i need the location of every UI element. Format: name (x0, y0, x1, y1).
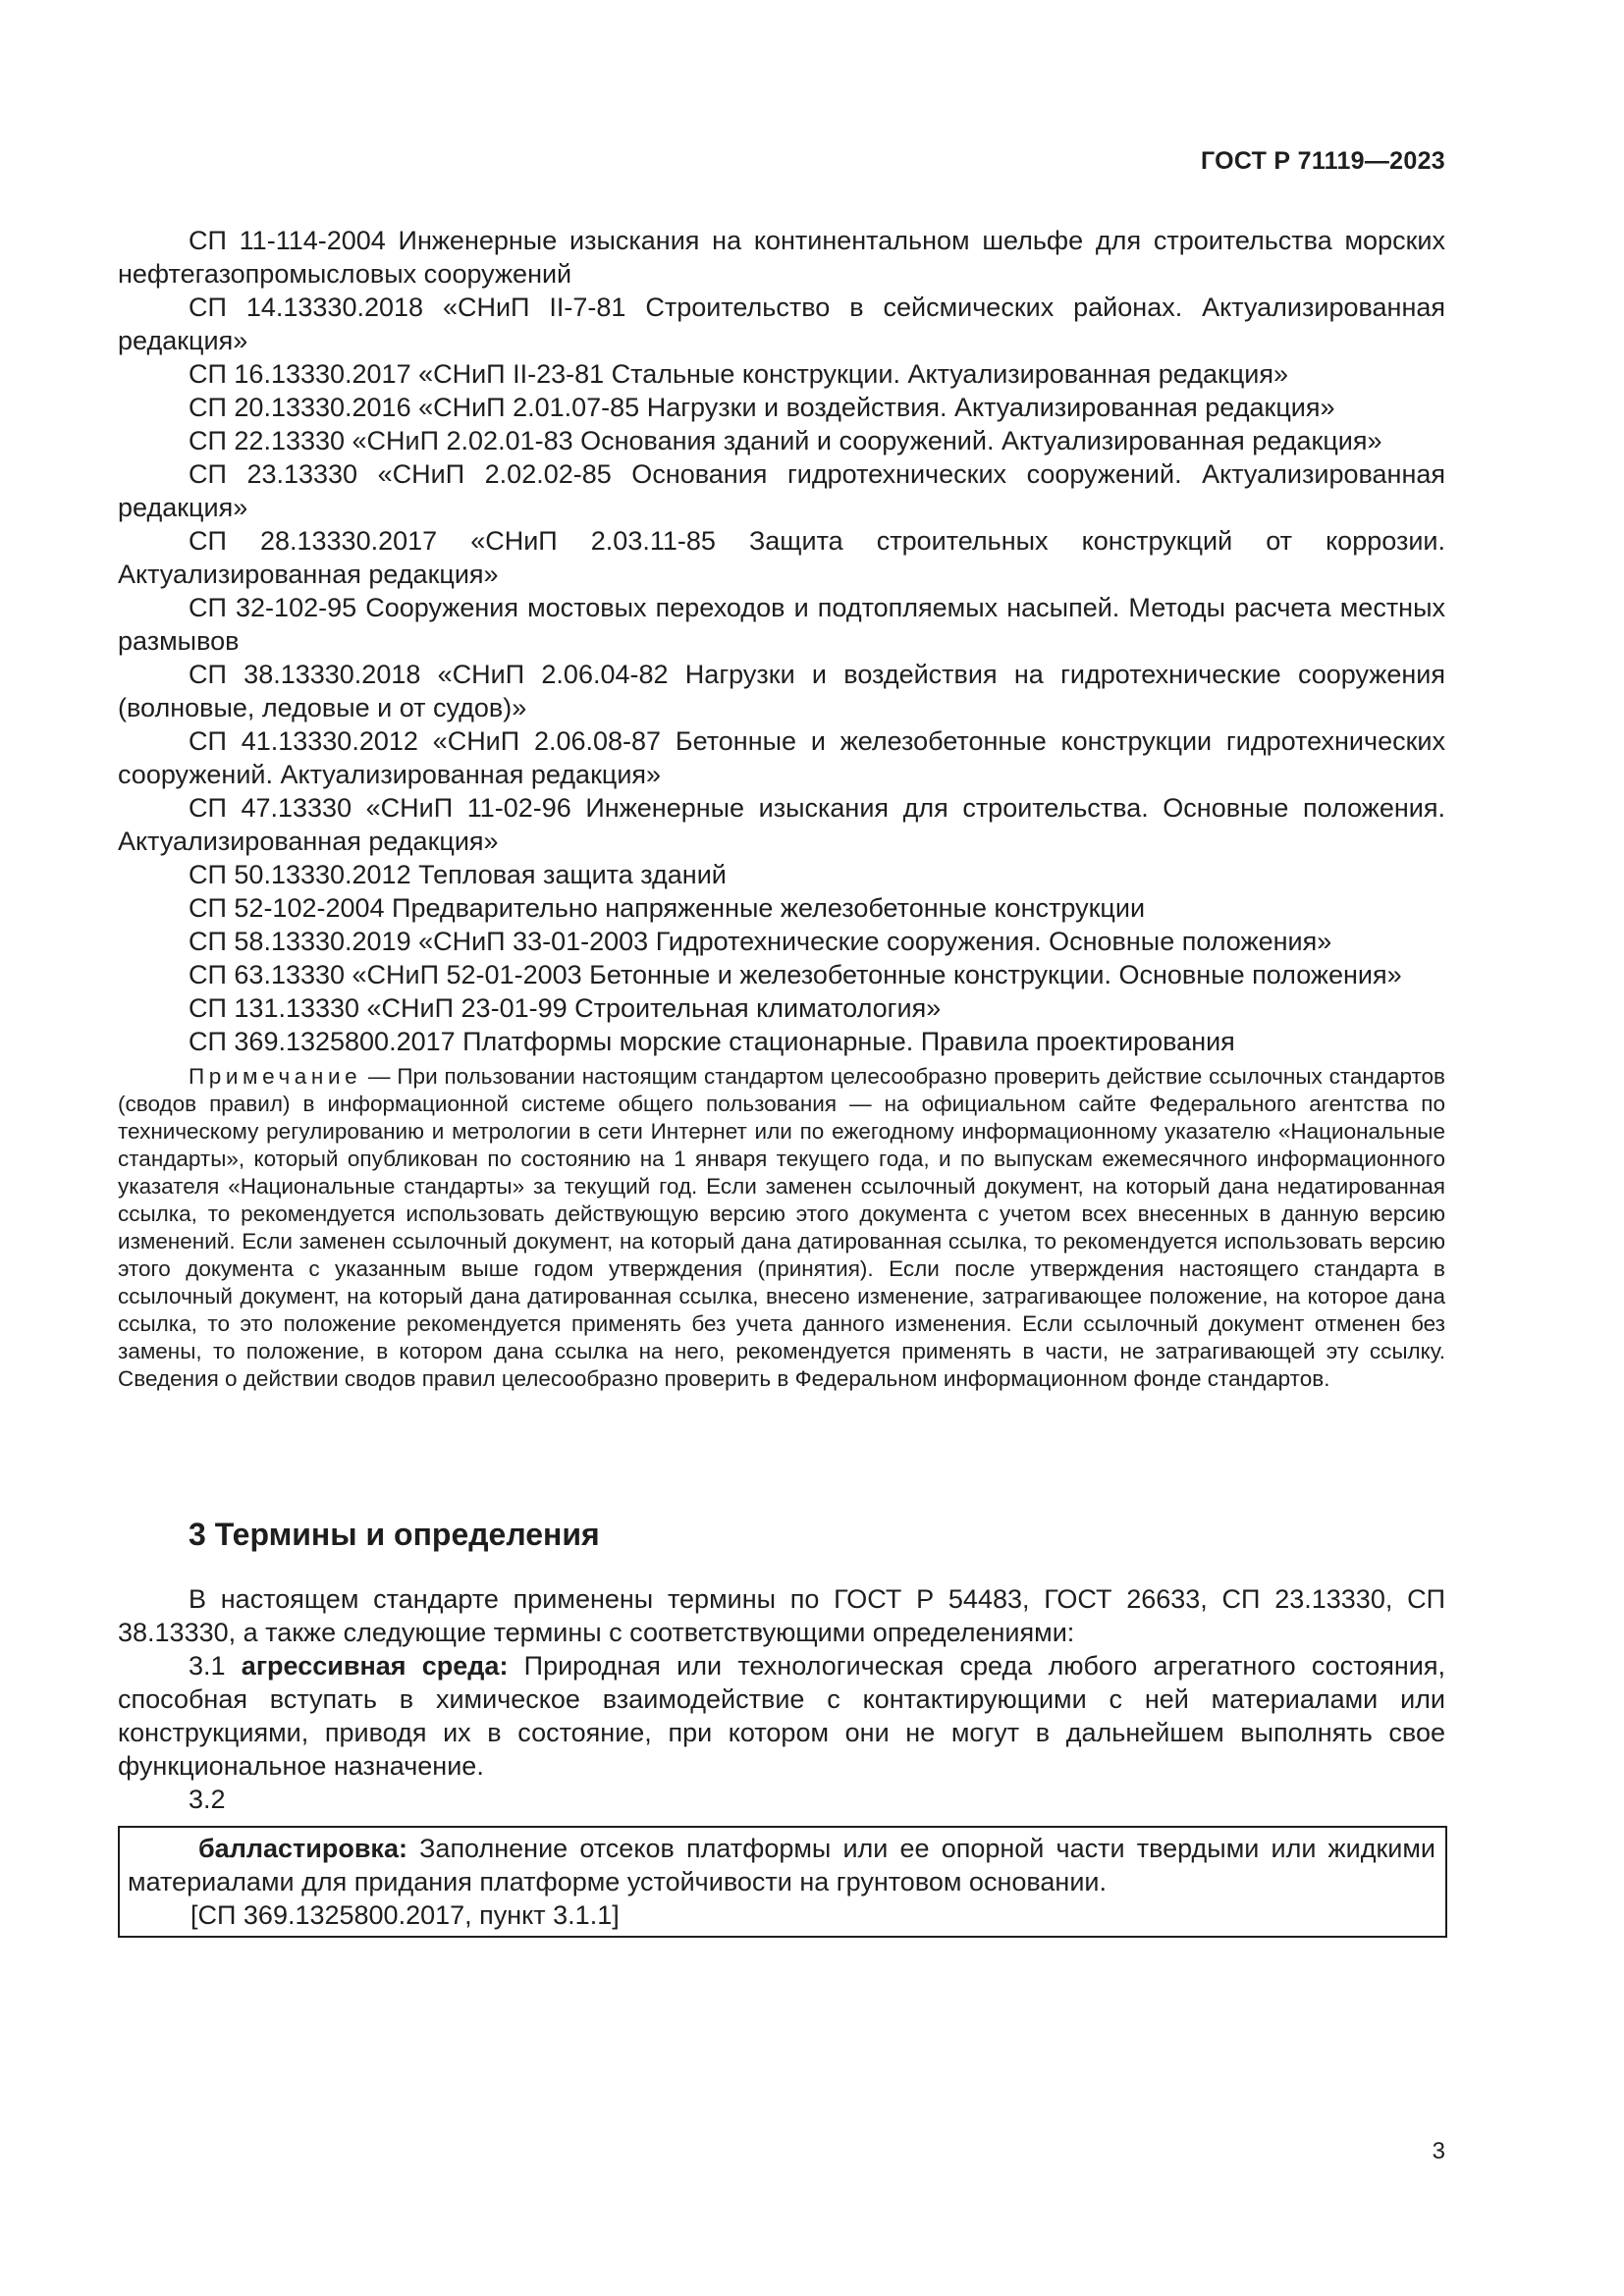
terms-intro: В настоящем стандарте применены термины по ГОСТ Р 54483, ГОСТ 26633, СП 23.13330, СП 38.13330, а также следующие термины с соответствующими определениями: (118, 1584, 1445, 1647)
reference-item: СП 38.13330.2018 «СНиП 2.06.04-82 Нагрузки и воздействия на гидротехнические сооружения (волновые, ледовые и от судов)» (118, 660, 1445, 722)
reference-item: СП 28.13330.2017 «СНиП 2.03.11-85 Защита строительных конструкций от коррозии. Актуализированная редакция» (118, 526, 1445, 589)
page-number: 3 (1432, 2138, 1445, 2164)
reference-item: СП 369.1325800.2017 Платформы морские стационарные. Правила проектирования (189, 1027, 1235, 1056)
reference-item: СП 20.13330.2016 «СНиП 2.01.07-85 Нагрузки и воздействия. Актуализированная редакция» (189, 393, 1335, 422)
reference-item: СП 58.13330.2019 «СНиП 33-01-2003 Гидротехнические сооружения. Основные положения» (189, 927, 1332, 956)
reference-item: СП 63.13330 «СНиП 52-01-2003 Бетонные и железобетонные конструкции. Основные положения» (189, 960, 1402, 989)
term-entry (118, 1649, 1445, 1783)
term-source: [СП 369.1325800.2017, пункт 3.1.1] (190, 1900, 620, 1930)
term-number: 3.1 (189, 1651, 226, 1681)
reference-item: СП 22.13330 «СНиП 2.02.01-83 Основания зданий и сооружений. Актуализированная редакция» (189, 426, 1382, 455)
terms-section (118, 1582, 1445, 1816)
reference-item: СП 32-102-95 Сооружения мостовых переходов и подтопляемых насыпей. Методы расчета местных размывов (118, 593, 1445, 656)
reference-item: СП 41.13330.2012 «СНиП 2.06.08-87 Бетонные и железобетонные конструкции гидротехнических сооружений. Актуализированная редакция» (118, 726, 1445, 789)
normative-references-list (118, 224, 1445, 1058)
term-number: 3.2 (189, 1785, 226, 1814)
reference-item: СП 47.13330 «СНиП 11-02-96 Инженерные изыскания для строительства. Основные положения. Актуализированная редакция» (118, 793, 1445, 856)
reference-item: СП 50.13330.2012 Тепловая защита зданий (189, 860, 727, 889)
quoted-term-box (118, 1826, 1447, 1938)
reference-item: СП 23.13330 «СНиП 2.02.02-85 Основания гидротехнических сооружений. Актуализированная редакция» (118, 459, 1445, 522)
document-code: ГОСТ Р 71119—2023 (1200, 147, 1445, 175)
reference-item: СП 131.13330 «СНиП 23-01-99 Строительная климатология» (189, 993, 942, 1023)
section-title: 3 Термины и определения (189, 1517, 600, 1552)
note-paragraph (118, 1063, 1445, 1393)
note-text: — При пользовании настоящим стандартом целесообразно проверить действие ссылочных стандартов (сводов правил) в информационной системе общего пользования — на официальном сайте Федерального агентства по техническому регулированию и метрологии в сети Интернет или по ежегодному информационному указателю «Национальные стандарты», который опубликован по состоянию на 1 января текущего года, и по выпускам ежемесячного информационного указателя «Национальные стандарты» за текущий год. Если заменен ссылочный документ, на который дана недатированная ссылка, то рекомендуется использовать действующую версию этого документа с учетом всех внесенных в данную версию изменений. Если заменен ссылочный документ, на который дана датированная ссылка, то рекомендуется использовать версию этого документа с указанным выше годом утверждения (принятия). Если после утверждения настоящего стандарта в ссылочный документ, на который дана датированная ссылка, внесено изменение, затрагивающее положение, на которое дана ссылка, то это положение рекомендуется применять без учета данного изменения. Если ссылочный документ отменен без замены, то положение, в котором дана ссылка на него, рекомендуется применять в части, не затрагивающей эту ссылку. Сведения о действии сводов правил целесообразно проверить в Федеральном информационном фонде стандартов. (118, 1064, 1445, 1391)
term-name: балластировка: (198, 1834, 407, 1863)
reference-item: СП 16.13330.2017 «СНиП II-23-81 Стальные конструкции. Актуализированная редакция» (189, 359, 1288, 389)
note-label: Примечание (189, 1064, 362, 1089)
reference-item: СП 14.13330.2018 «СНиП II-7-81 Строительство в сейсмических районах. Актуализированная редакция» (118, 293, 1445, 355)
term-definition: Природная или технологическая среда любого агрегатного состояния, способная вступать в химическое взаимодействие с контактирующими с ней материалами или конструкциями, приводя их в состояние, при котором они не могут в дальнейшем выполнять свое функциональное назначение. (118, 1651, 1445, 1781)
term-definition: Заполнение отсеков платформы или ее опорной части твердыми или жидкими материалами для придания платформе устойчивости на грунтовом основании. (128, 1834, 1435, 1896)
reference-item: СП 11-114-2004 Инженерные изыскания на континентальном шельфе для строительства морских нефтегазопромысловых сооружений (118, 226, 1445, 289)
term-entry (128, 1832, 1445, 1898)
reference-item: СП 52-102-2004 Предварительно напряженные железобетонные конструкции (189, 893, 1146, 923)
term-name: агрессивная среда: (241, 1651, 509, 1681)
